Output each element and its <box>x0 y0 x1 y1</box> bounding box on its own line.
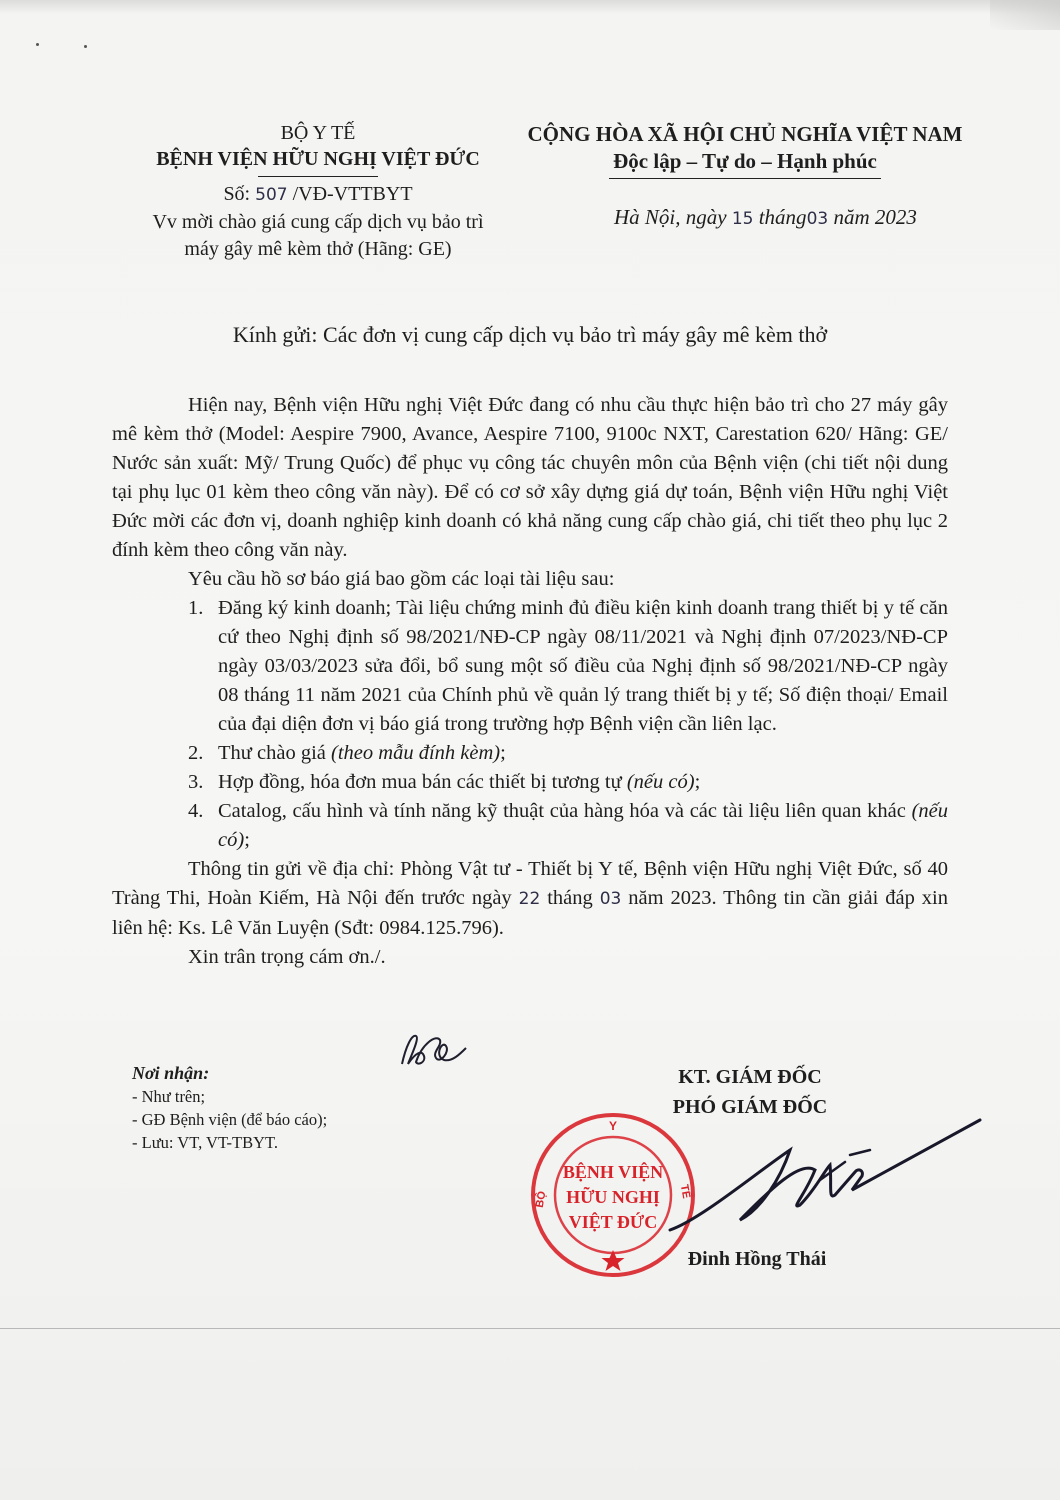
country-name: CỘNG HÒA XÃ HỘI CHỦ NGHĨA VIỆT NAM <box>527 122 963 146</box>
date-year: năm 2023 <box>828 205 917 229</box>
issuer-header <box>118 120 518 262</box>
letter-body <box>112 391 948 972</box>
deadline-day: 22 <box>518 889 541 909</box>
list-item-text: Thư chào giá <box>218 742 332 764</box>
list-item-note: (nếu có) <box>218 800 948 851</box>
list-item <box>112 768 948 797</box>
list-item-text: Hợp đồng, hóa đơn mua bán các thiết bị tương tự <box>218 771 627 793</box>
closing-line: Xin trân trọng cám ơn./. <box>188 946 386 968</box>
list-item-text: Catalog, cấu hình và tính năng kỹ thuật của hàng hóa và các tài liệu liên quan khác <box>218 800 912 822</box>
subject-line-1: Vv mời chào giá cung cấp dịch vụ bảo trì <box>152 211 484 233</box>
recipient-line: - Lưu: VT, VT-TBYT. <box>132 1133 278 1152</box>
body-paragraph-1: Hiện nay, Bệnh viện Hữu nghị Việt Đức đang có nhu cầu thực hiện bảo trì cho 27 máy gây mê kèm thở (Model: Aespire 7900, Avance, Aespire 7100, 9100c NXT, Carestation 620/ Hãng: GE/ Nước sản xuất: Mỹ/ Trung Quốc) để phục vụ công tác chuyên môn của Bệnh viện (chi tiết nội dung tại phụ lục 01 kèm theo công văn này). Để có cơ sở xây dựng giá dự toán, Bệnh viện Hữu nghị Việt Đức mời các đơn vị, doanh nghiệp kinh doanh có khả năng cung cấp chào giá, chi tiết theo phụ lục 2 đính kèm theo công văn này. <box>112 394 948 561</box>
document-number-suffix: /VĐ-VTTBYT <box>287 183 413 205</box>
paper-speck <box>36 43 39 46</box>
motto-underline <box>609 178 881 179</box>
stamp-line-3: VIỆT ĐỨC <box>568 1212 658 1232</box>
list-item-note: (theo mẫu đính kèm) <box>331 742 501 764</box>
stamp-line-1: BỆNH VIỆN <box>562 1162 664 1182</box>
national-motto: Độc lập – Tự do – Hạnh phúc <box>613 149 877 173</box>
contact-text-a: Thông tin gửi về địa chỉ: Phòng Vật tư - Thiết bị Y tế, Bệnh viện Hữu nghị Việt Đức, số 40 Tràng Thi, Hoàn Kiếm, Hà Nội đến trước ngày <box>112 858 948 909</box>
date-prefix: Hà Nội, ngày <box>614 205 732 229</box>
hospital-name: BỆNH VIỆN HỮU NGHỊ VIỆT ĐỨC <box>156 148 480 170</box>
requirements-list <box>112 594 948 855</box>
issue-date <box>510 203 980 233</box>
date-day: 15 <box>731 209 754 229</box>
list-item-end: ; <box>244 829 250 851</box>
page-bottom-rule <box>0 1328 1060 1329</box>
initials-signature-icon <box>396 1026 470 1070</box>
list-item-number: 1. <box>188 597 204 619</box>
signer-title-2: PHÓ GIÁM ĐỐC <box>672 1096 828 1118</box>
national-header <box>510 120 980 233</box>
deadline-month: 03 <box>599 889 622 909</box>
stamp-line-2: HỮU NGHỊ <box>566 1187 660 1207</box>
contact-text-c: năm 2023. Thông tin cần giải đáp xin liên hệ: Ks. Lê Văn Luyện (Sđt: 0984.125.796). <box>112 887 949 939</box>
ministry-name: BỘ Y TẾ <box>280 122 356 144</box>
stamp-ring-left: BỘ <box>533 1190 549 1209</box>
stamp-ring-top: Y <box>608 1119 618 1133</box>
signer-title-1: KT. GIÁM ĐỐC <box>678 1066 822 1088</box>
list-item <box>112 739 948 768</box>
body-paragraph-3 <box>112 855 948 943</box>
recipients-title: Nơi nhận: <box>132 1063 210 1083</box>
list-item-number: 2. <box>188 742 204 764</box>
list-item <box>112 797 948 855</box>
stamp-ring-right: TẾ <box>677 1183 693 1200</box>
list-item-note: (nếu có) <box>626 771 695 793</box>
list-item-text: Đăng ký kinh doanh; Tài liệu chứng minh đủ điều kiện kinh doanh trang thiết bị y tế căn cứ theo Nghị định số 98/2021/NĐ-CP ngày 08/11/2021 và Nghị định 07/2023/NĐ-CP ngày 03/03/2023 sửa đổi, bổ sung một số điều của Nghị định số 98/2021/NĐ-CP ngày 08 tháng 11 năm 2021 của Chính phủ về quản lý trang thiết bị y tế; Số điện thoại/ Email của đại diện đơn vị báo giá trong trường hợp Bệnh viện cần liên lạc. <box>218 597 948 735</box>
list-item-end: ; <box>694 771 701 793</box>
document-number-handwritten: 507 <box>255 185 288 205</box>
contact-text-b: tháng <box>540 887 600 909</box>
paper-fold-shadow <box>0 0 1060 14</box>
list-item-end: ; <box>500 742 506 764</box>
subject-line-2: máy gây mê kèm thở (Hãng: GE) <box>184 238 452 260</box>
signer-name: Đinh Hồng Thái <box>687 1248 827 1270</box>
document-number-prefix: Số: <box>223 183 256 205</box>
list-item-number: 4. <box>188 800 204 822</box>
director-signature-icon <box>640 1110 1000 1260</box>
list-item <box>112 594 948 739</box>
recipient-line: - Như trên; <box>132 1087 206 1106</box>
recipients-block <box>132 1062 327 1154</box>
recipient-line: - GĐ Bệnh viện (để báo cáo); <box>132 1110 328 1129</box>
header-underline <box>258 176 378 177</box>
list-item-number: 3. <box>188 771 204 793</box>
paper-corner-shadow <box>990 0 1060 30</box>
paper-speck <box>84 45 87 48</box>
greeting: Kính gửi: Các đơn vị cung cấp dịch vụ bảo trì máy gây mê kèm thở <box>232 322 828 347</box>
body-paragraph-2: Yêu cầu hồ sơ báo giá bao gồm các loại tài liệu sau: <box>188 568 615 590</box>
date-month: 03 <box>806 209 829 229</box>
document-number <box>118 181 518 208</box>
date-month-label: tháng <box>753 205 807 229</box>
